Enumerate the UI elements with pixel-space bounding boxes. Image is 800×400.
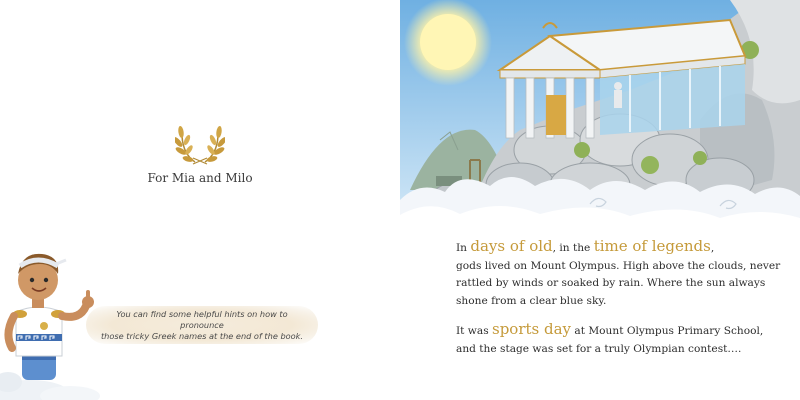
story-text [456, 238, 786, 358]
hint-line-1: You can find some helpful hints on how to pronounce [116, 308, 288, 330]
hint-text [100, 309, 305, 342]
hint-line-2: those tricky Greek names at the end of the book. [100, 330, 304, 341]
story-paragraph-1: In days of old, in the time of legends, gods lived on Mount Olympus. High above the clouds, never rattled by winds or soaked by rain. Where the sun always shone from a clear blue sky. [456, 237, 781, 307]
hint-bubble [86, 306, 318, 344]
highlight-sports-day: sports day [492, 320, 572, 338]
story-paragraph-2: It was sports day at Mount Olympus Primary School, and the stage was set for a truly Olympian contest…. [456, 320, 764, 355]
highlight-time-of-legends: time of legends [593, 237, 711, 255]
right-page [400, 0, 800, 400]
highlight-days-of-old: days of old [470, 237, 553, 255]
laurel-wreath-icon [175, 118, 225, 166]
dedication-text: For Mia and Milo [147, 171, 253, 185]
